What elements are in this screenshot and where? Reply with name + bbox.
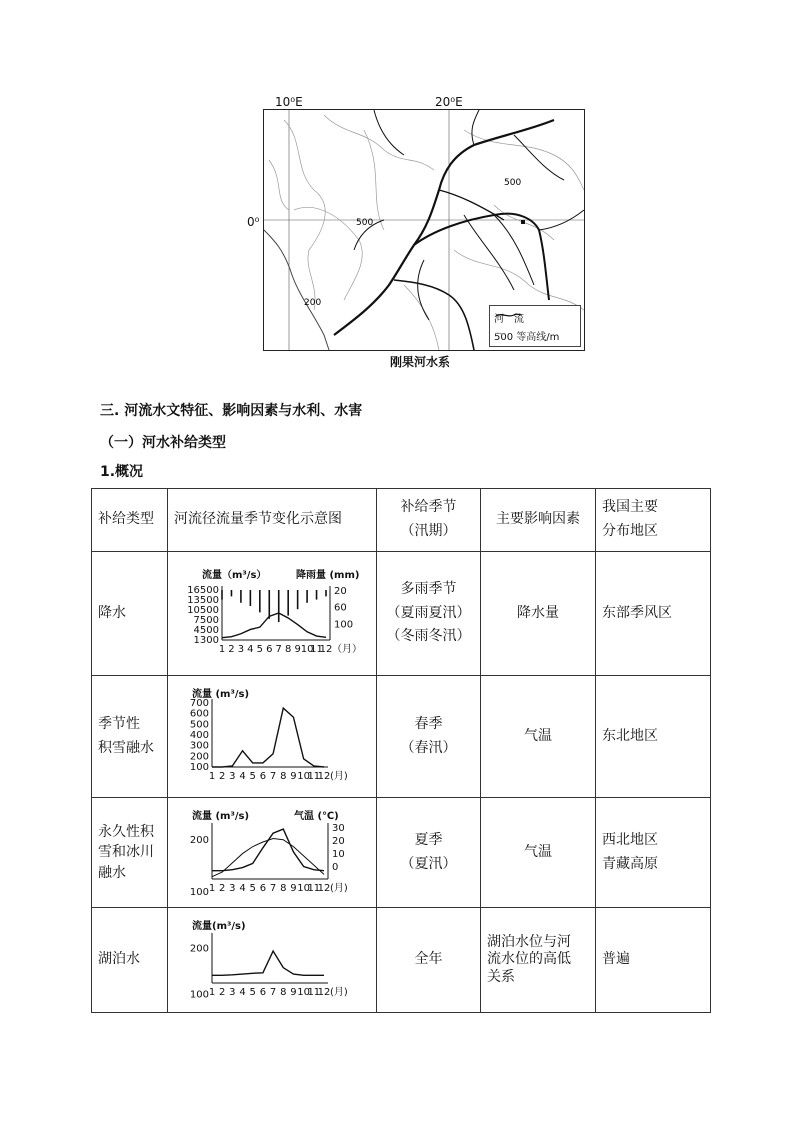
lon-label-20e: 20⁰E bbox=[435, 95, 463, 109]
contour-label-1: 500 bbox=[504, 178, 522, 188]
y-axis-label: 流量(m³/s) bbox=[192, 921, 246, 932]
contour-symbol-icon bbox=[494, 328, 506, 338]
x-tick-label: 1 bbox=[208, 882, 216, 894]
y2-tick-label: 60 bbox=[334, 602, 347, 614]
x-tick-label: 1 bbox=[208, 987, 216, 998]
map-legend bbox=[489, 305, 581, 347]
type-cell: 降水 bbox=[92, 552, 168, 676]
x-tick-label: 9 bbox=[290, 882, 297, 894]
header-cell: 补给类型 bbox=[92, 489, 168, 552]
chart-seasonal-snowmelt bbox=[174, 687, 369, 787]
x-unit-label: (月) bbox=[330, 882, 348, 894]
y-tick-label: 100 bbox=[189, 989, 209, 1001]
legend-river-row bbox=[494, 310, 524, 326]
x-tick-label: 7 bbox=[275, 643, 282, 655]
y-tick-label: 200 bbox=[189, 834, 209, 846]
y-tick-label: 16500 bbox=[187, 584, 219, 596]
table-header-row bbox=[92, 489, 711, 552]
recharge-types-table bbox=[91, 488, 711, 1013]
y2-tick-label: 10 bbox=[332, 848, 345, 860]
factor-cell: 气温 bbox=[481, 676, 596, 798]
y2-tick-label: 0 bbox=[332, 861, 339, 873]
legend-contour-row bbox=[494, 328, 559, 344]
river-symbol-icon bbox=[494, 310, 524, 320]
header-cell: 补给季节 （汛期） bbox=[377, 489, 481, 552]
x-tick-label: 4 bbox=[239, 987, 246, 998]
contour-label-3: 200 bbox=[304, 298, 322, 308]
chart-cell bbox=[168, 552, 377, 676]
x-tick-label: 11 bbox=[307, 770, 321, 782]
x-tick-label: 4 bbox=[239, 770, 246, 782]
x-tick-label: 5 bbox=[249, 987, 256, 998]
x-tick-label: 3 bbox=[229, 770, 236, 782]
season-cell: 多雨季节 （夏雨夏汛） （冬雨冬汛） bbox=[377, 552, 481, 676]
x-tick-label: 8 bbox=[280, 770, 287, 782]
x-tick-label: 7 bbox=[269, 770, 277, 782]
map-frame bbox=[263, 109, 585, 351]
x-tick-label: 5 bbox=[256, 643, 264, 655]
header-cell: 我国主要 分布地区 bbox=[596, 489, 711, 552]
x-tick-label: 9 bbox=[290, 987, 297, 998]
table-row bbox=[92, 798, 711, 908]
legend-contour-label: 等高线/m bbox=[516, 332, 560, 343]
season-cell: 夏季 （夏汛） bbox=[377, 798, 481, 908]
chart-cell bbox=[168, 676, 377, 798]
x-tick-label: 8 bbox=[280, 882, 287, 894]
chart-glacier-melt bbox=[174, 809, 369, 897]
y-tick-label: 10500 bbox=[187, 604, 219, 616]
x-tick-label: 12 bbox=[319, 643, 333, 655]
x-tick-label: 3 bbox=[229, 987, 236, 998]
y2-axis-label: 气温 (℃) bbox=[294, 810, 339, 822]
region-cell: 普遍 bbox=[596, 908, 711, 1013]
x-tick-label: 5 bbox=[249, 882, 256, 894]
x-unit-label: (月) bbox=[330, 770, 348, 782]
x-tick-label: 12 bbox=[317, 770, 331, 782]
region-cell: 东北地区 bbox=[596, 676, 711, 798]
x-tick-label: 1 bbox=[218, 643, 226, 655]
factor-cell: 湖泊水位与河 流水位的高低 关系 bbox=[481, 908, 596, 1013]
x-tick-label: 9 bbox=[290, 770, 297, 782]
y-axis-label: 流量（m³/s） bbox=[202, 569, 267, 581]
x-tick-label: 6 bbox=[266, 643, 273, 655]
x-tick-label: 2 bbox=[228, 643, 235, 655]
lat-label-equator: 0⁰ bbox=[247, 215, 260, 229]
y-tick-label: 200 bbox=[189, 750, 209, 762]
legend-river-label: 河 流 bbox=[494, 314, 524, 325]
x-tick-label: 7 bbox=[269, 987, 277, 998]
series-line bbox=[212, 838, 324, 876]
x-tick-label: 2 bbox=[218, 987, 226, 998]
contour-label-2: 500 bbox=[356, 218, 374, 228]
x-tick-label: 12 bbox=[317, 882, 331, 894]
x-tick-label: 10 bbox=[297, 770, 311, 782]
y-tick-label: 7500 bbox=[193, 614, 219, 626]
lon-label-10e: 10⁰E bbox=[275, 95, 303, 109]
y-tick-label: 400 bbox=[189, 729, 209, 741]
x-tick-label: 1 bbox=[208, 770, 216, 782]
y-tick-label: 700 bbox=[189, 697, 209, 709]
season-cell: 全年 bbox=[377, 908, 481, 1013]
x-tick-label: 6 bbox=[259, 770, 267, 782]
series-line bbox=[222, 613, 326, 638]
type-cell: 永久性积 雪和冰川 融水 bbox=[92, 798, 168, 908]
y-tick-label: 4500 bbox=[193, 624, 219, 636]
y-tick-label: 1300 bbox=[193, 634, 219, 646]
x-tick-label: 8 bbox=[284, 643, 292, 655]
x-tick-label: 5 bbox=[249, 770, 256, 782]
chart-precipitation bbox=[174, 568, 369, 660]
series-line bbox=[212, 708, 324, 767]
section-heading: 三. 河流水文特征、影响因素与水利、水害 bbox=[100, 403, 363, 419]
table-row bbox=[92, 552, 711, 676]
x-tick-label: 2 bbox=[218, 770, 226, 782]
y-axis-label: 流量 (m³/s) bbox=[192, 688, 250, 700]
x-tick-label: 7 bbox=[269, 882, 277, 894]
x-tick-label: 10 bbox=[297, 987, 311, 998]
y2-axis-label: 降雨量 (mm) bbox=[296, 569, 360, 581]
x-tick-label: 9 bbox=[294, 643, 301, 655]
y-tick-label: 100 bbox=[189, 886, 209, 897]
y2-tick-label: 30 bbox=[332, 822, 345, 834]
x-tick-label: 12 bbox=[317, 987, 331, 998]
series-line bbox=[212, 829, 324, 871]
x-tick-label: 3 bbox=[229, 882, 236, 894]
x-unit-label: (月) bbox=[330, 987, 348, 998]
y-tick-label: 500 bbox=[189, 718, 209, 730]
factor-cell: 降水量 bbox=[481, 552, 596, 676]
season-cell: 春季 （春汛） bbox=[377, 676, 481, 798]
series-line bbox=[212, 951, 324, 975]
x-unit-label: （月） bbox=[332, 643, 362, 655]
y-tick-label: 13500 bbox=[187, 594, 219, 606]
y2-tick-label: 20 bbox=[332, 835, 345, 847]
factor-cell: 气温 bbox=[481, 798, 596, 908]
x-tick-label: 8 bbox=[280, 987, 287, 998]
x-tick-label: 6 bbox=[259, 882, 267, 894]
y-tick-label: 200 bbox=[189, 943, 209, 955]
x-tick-label: 11 bbox=[310, 643, 323, 655]
map-caption: 刚果河水系 bbox=[389, 355, 450, 369]
subsection-heading: （一）河水补给类型 bbox=[100, 435, 226, 451]
x-tick-label: 3 bbox=[237, 643, 245, 655]
x-tick-label: 10 bbox=[297, 882, 311, 894]
y-tick-label: 100 bbox=[189, 761, 209, 773]
header-cell: 主要影响因素 bbox=[481, 489, 596, 552]
y-tick-label: 300 bbox=[189, 740, 209, 752]
header-cell: 河流径流量季节变化示意图 bbox=[168, 489, 377, 552]
y-axis-label: 流量 (m³/s) bbox=[192, 810, 250, 822]
table-row bbox=[92, 908, 711, 1013]
type-cell: 季节性 积雪融水 bbox=[92, 676, 168, 798]
chart-cell bbox=[168, 798, 377, 908]
chart-cell bbox=[168, 908, 377, 1013]
congo-river-map bbox=[245, 95, 595, 370]
chart-lake-water bbox=[174, 919, 369, 1001]
item-heading: 1.概况 bbox=[100, 464, 144, 480]
x-tick-label: 10 bbox=[300, 643, 314, 655]
legend-contour-value: 500 bbox=[494, 332, 514, 343]
x-tick-label: 11 bbox=[307, 987, 321, 998]
x-tick-label: 4 bbox=[239, 882, 246, 894]
x-tick-label: 11 bbox=[307, 882, 321, 894]
table-row bbox=[92, 676, 711, 798]
y2-tick-label: 20 bbox=[334, 585, 347, 597]
y2-tick-label: 100 bbox=[334, 618, 354, 630]
x-tick-label: 6 bbox=[259, 987, 267, 998]
x-tick-label: 2 bbox=[218, 882, 226, 894]
type-cell: 湖泊水 bbox=[92, 908, 168, 1013]
x-tick-label: 4 bbox=[247, 643, 254, 655]
region-cell: 东部季风区 bbox=[596, 552, 711, 676]
y-tick-label: 600 bbox=[189, 708, 209, 720]
region-cell: 西北地区 青藏高原 bbox=[596, 798, 711, 908]
